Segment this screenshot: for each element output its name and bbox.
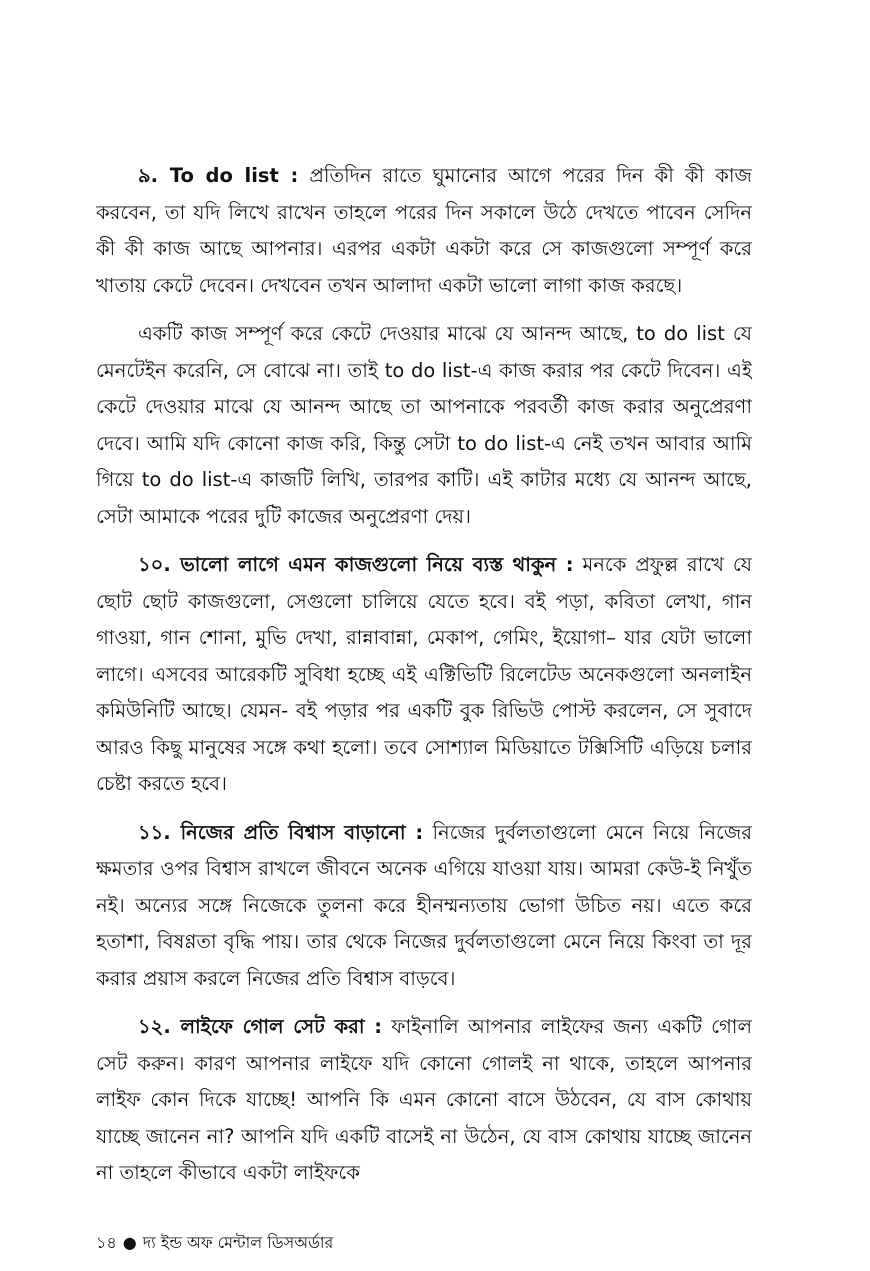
section-text-11: নিজের দুর্বলতাগুলো মেনে নিয়ে নিজের ক্ষমতার ওপর বিশ্বাস রাখলে জীবনে অনেক এগিয়ে যাওয়া যায়। আমরা কেউ-ই নিখুঁত নই। অন্যের সঙ্গে নিজেকে তুলনা করে হীনম্মন্যতায় ভোগা উচিত নয়। এতে করে হতাশা, বিষণ্ণতা বৃদ্ধি পায়। তার থেকে নিজের দুর্বলতাগুলো মেনে নিয়ে কিংবা তা দূর করার প্রয়াস করলে নিজের প্রতি বিশ্বাস বাড়বে। xyxy=(96,820,752,990)
section-text-12: ফাইনালি আপনার লাইফের জন্য একটি গোল সেট করুন। কারণ আপনার লাইফে যদি কোনো গোলই না থাকে, তাহলে আপনার লাইফ কোন দিকে যাচ্ছে! আপনি কি এমন কোনো বাসে উঠবেন, যে বাস কোথায় যাচ্ছে জানেন না? আপনি যদি একটি বাসেই না উঠেন, যে বাস কোথায় যাচ্ছে জানেন না তাহলে কীভাবে একটা লাইফকে xyxy=(96,1015,752,1184)
section-heading-11: ১১. নিজের প্রতি বিশ্বাস বাড়ানো : xyxy=(138,820,424,844)
section-heading-9: ৯. To do list : xyxy=(138,164,299,187)
paragraph-to-do-list-joy xyxy=(96,316,752,535)
paragraph-to-do-list xyxy=(96,158,752,304)
page-number: ১৪ xyxy=(96,1233,117,1252)
page-body xyxy=(96,158,752,1218)
section-heading-10: ১০. ভালো লাগে এমন কাজগুলো নিয়ে ব্যস্ত থাকুন : xyxy=(138,553,574,576)
section-text-9: প্রতিদিন রাতে ঘুমানোর আগে পরের দিন কী কী কাজ করবেন, তা যদি লিখে রাখেন তাহলে পরের দিন সকালে উঠে দেখতে পাবেন সেদিন কী কী কাজ আছে আপনার। এরপর একটা একটা করে সে কাজগুলো সম্পূর্ণ করে খাতায় কেটে দেবেন। দেখবেন তখন আলাদা একটা ভালো লাগা কাজ করছে। xyxy=(96,164,752,297)
section-heading-12: ১২. লাইফে গোল সেট করা : xyxy=(138,1015,383,1038)
section-text-10: মনকে প্রফুল্ল রাখে যে ছোট ছোট কাজগুলো, সেগুলো চালিয়ে যেতে হবে। বই পড়া, কবিতা লেখা, গান গাওয়া, গান শোনা, মুভি দেখা, রান্নাবান্না, মেকাপ, গেমিং, ইয়োগা– যার যেটা ভালো লাগে। এসবের আরেকটি সুবিধা হচ্ছে এই এক্টিভিটি রিলেটেড অনেকগুলো অনলাইন কমিউনিটি আছে। যেমন- বই পড়ার পর একটি বুক রিভিউ পোস্ট করলেন, সে সুবাদে আরও কিছু মানুষের সঙ্গে কথা হলো। তবে সোশ্যাল মিডিয়াতে টক্সিসিটি এড়িয়ে চলার চেষ্টা করতে হবে। xyxy=(96,553,752,795)
bullet-icon: ● xyxy=(122,1233,137,1252)
book-title: দ্য ইন্ড অফ মেন্টাল ডিসঅর্ডার xyxy=(142,1233,334,1252)
section-text-9-cont: একটি কাজ সম্পূর্ণ করে কেটে দেওয়ার মাঝে যে আনন্দ আছে, to do list যে মেনটেইন করেনি, সে বোঝে না। তাই to do list-এ কাজ করার পর কেটে দিবেন। এই কেটে দেওয়ার মাঝে যে আনন্দ আছে তা আপনাকে পরবর্তী কাজ করার অনুপ্রেরণা দেবে। আমি যদি কোনো কাজ করি, কিন্তু সেটা to do list-এ নেই তখন আবার আমি গিয়ে to do list-এ কাজটি লিখি, তারপর কাটি। এই কাটার মধ্যে যে আনন্দ আছে, সেটা আমাকে পরের দুটি কাজের অনুপ্রেরণা দেয়। xyxy=(96,322,752,528)
page-footer xyxy=(96,1232,333,1254)
paragraph-self-belief xyxy=(96,815,752,998)
paragraph-life-goal xyxy=(96,1009,752,1192)
paragraph-stay-busy xyxy=(96,547,752,803)
